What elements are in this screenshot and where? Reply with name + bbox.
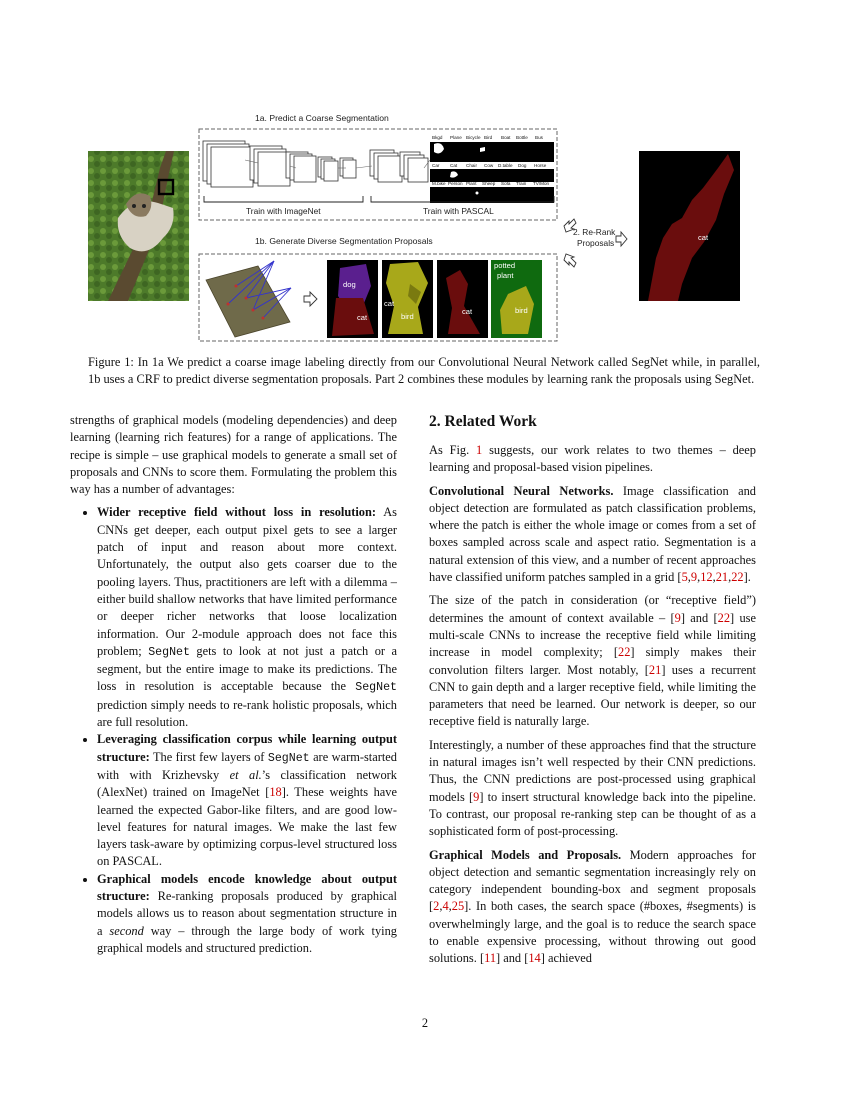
rerank-label-line2: Proposals (577, 238, 615, 248)
citation-link[interactable]: 11 (484, 951, 497, 966)
svg-text:Bird: Bird (484, 135, 493, 140)
class-heatmaps (430, 135, 554, 203)
train-pascal-label: Train with PASCAL (423, 206, 494, 216)
paragraph: As Fig. 1 suggests, our work relates to two themes – deep learning and proposal-based vision pipelines. (429, 443, 756, 475)
citation-link[interactable]: 22 (717, 610, 731, 625)
citation-link[interactable]: 21 (715, 570, 729, 585)
citation-link[interactable]: 25 (451, 899, 465, 914)
svg-text:bird: bird (401, 312, 414, 321)
svg-text:plant: plant (497, 271, 514, 280)
figure-caption: Figure 1: In 1a We predict a coarse image labeling directly from our Convolutional Neural Network called SegNet while, in parallel, 1b uses a CRF to predict diverse segmentation proposals. Part 2 combines these modules by learning rank the proposals using SegNet. (88, 355, 760, 386)
svg-text:Plane: Plane (450, 135, 462, 140)
svg-text:Person: Person (448, 181, 463, 186)
proposal-1 (327, 260, 378, 338)
paragraph: Convolutional Neural Networks. Image classification and object detection are formulated as patch classification problems, where the patch is either the whole image or comes from a set of boxes sampled across scale and aspect ratio. Segmentation is a natural extension of this view, and a number of recent approaches have classified uniform patches sampled in a grid [5,9,12,21,22]. (429, 483, 756, 585)
proposal-2 (382, 260, 433, 338)
svg-text:Cow: Cow (484, 163, 494, 168)
rerank-arrow-bottom-icon (564, 254, 576, 267)
citation-link[interactable]: 14 (528, 951, 541, 966)
svg-text:Bkgd: Bkgd (432, 135, 443, 140)
svg-text:Plant: Plant (466, 181, 477, 186)
svg-text:Cat: Cat (450, 163, 458, 168)
citation-link[interactable]: 22 (731, 570, 744, 585)
svg-text:cat: cat (384, 299, 395, 308)
figure-link[interactable]: 1 (476, 443, 483, 457)
proposal-3 (437, 260, 488, 338)
rerank-label-line1: 2. Re-Rank (573, 227, 616, 237)
svg-text:bird: bird (515, 306, 528, 315)
svg-text:Boat: Boat (501, 135, 511, 140)
advantage-item: • Graphical models encode knowledge about output structure: Re-ranking proposals produced by graphical models allows us to reason about segmentation structure in a second way – through the large body of work tying graphical models and structured prediction. (97, 871, 397, 957)
intro-paragraph: strengths of graphical models (modeling dependencies) and deep learning (learning rich features) for a range of applications. The recipe is simple – use graphical models to generate a small set of proposals and CNNs to score them. Formulating the problem this way has a number of advantages: (70, 413, 397, 497)
label-1a: 1a. Predict a Coarse Segmentation (255, 113, 389, 123)
svg-text:cat: cat (698, 233, 709, 242)
citation-link[interactable]: 18 (269, 785, 282, 800)
svg-text:Bottle: Bottle (516, 135, 528, 140)
left-column (70, 412, 397, 957)
train-imagenet-label: Train with ImageNet (246, 206, 321, 216)
citation-link[interactable]: 12 (700, 570, 713, 585)
final-segmentation (639, 151, 740, 301)
svg-text:TV/Mon: TV/Mon (533, 181, 550, 186)
input-photo (88, 151, 189, 301)
citation-link[interactable]: 21 (648, 662, 662, 677)
svg-text:Car: Car (432, 163, 440, 168)
advantage-item: • Wider receptive field without loss in resolution: As CNNs get deeper, each output pixel gets to see a larger patch of input and reason about more context. Unfortunately, the output also gets coarser due to the pooling layers. Thus, practitioners are left with a dilemma – either build shallow networks that have limited performance or deeper richer networks that loose localization information. Our 2-module approach does not face this problem; SegNet gets to look at not just a patch or a segment, but the entire image to make its predictions. The loss in resolution is acceptable because the SegNet prediction simply needs to re-rank holistic proposals, which are full resolution. (97, 504, 397, 731)
page-number: 2 (421, 1016, 429, 1030)
svg-text:Sofa: Sofa (501, 181, 511, 186)
crf-graph (206, 261, 291, 337)
svg-text:Train: Train (516, 181, 527, 186)
citation-link[interactable]: 4 (442, 899, 449, 914)
citation-link[interactable]: 9 (674, 610, 681, 625)
citation-link[interactable]: 5 (681, 570, 688, 585)
right-column (429, 412, 756, 974)
svg-text:Dog: Dog (518, 163, 527, 168)
arrow-right-icon (304, 292, 317, 306)
citation-link[interactable]: 2 (433, 899, 440, 914)
paragraph: Graphical Models and Proposals. Modern approaches for object detection and semantic segmentation increasingly rely on category independent bounding-box and segment proposals [2,4,25]. In both cases, the search space (#boxes, #segments) is overwhelmingly large, and the goal is to reduce the search space to enable expensive processing, without throwing out good solutions. [11] and [14] achieved (429, 847, 756, 966)
svg-text:potted: potted (494, 261, 516, 270)
svg-text:Horse: Horse (534, 163, 547, 168)
citation-link[interactable]: 9 (473, 789, 480, 804)
advantage-item: • Leveraging classification corpus while learning output structure: The first few layers of SegNet are warm-started with with Krizhevsky et al.’s classification network (AlexNet) trained on ImageNet [18]. These weights have learned the expected Gabor-like filters, and are good low-level features for natural images. We make the last few layers task-aware by optimizing corpus-level structured loss on PASCAL. (97, 731, 397, 870)
svg-text:Bus: Bus (535, 135, 543, 140)
svg-text:Sheep: Sheep (482, 181, 496, 186)
citation-link[interactable]: 9 (690, 570, 698, 585)
svg-text:cat: cat (462, 307, 473, 316)
svg-text:M.bike: M.bike (432, 181, 446, 186)
paragraph: The size of the patch in consideration (or “receptive field”) determines the amount of context available – [9] and [22] use multi-scale CNNs to increase the receptive field while limiting increase in model complexity; [22] simply makes their convolution filters larger. Most notably, [21] uses a recurrent CNN to gain depth and a larger receptive field, while limiting the parameters that need be learned. Our network is deeper, so our receptive field is naturally large. (429, 593, 757, 729)
paragraph: Interestingly, a number of these approaches find that the structure in natural images isn’t well respected by their CNN predictions. Thus, the CNN predictions are post-processed using graphical models [9] to insert structural knowledge back into the pipeline. To contrast, our proposal re-ranking step can be thought of as a sophisticated form of post-processing. (429, 737, 756, 839)
label-1b: 1b. Generate Diverse Segmentation Proposals (255, 236, 433, 246)
svg-text:D.table: D.table (498, 163, 513, 168)
svg-text:Chair: Chair (466, 163, 477, 168)
svg-text:Bicycle: Bicycle (466, 135, 481, 140)
section-heading: 2. Related Work (429, 413, 537, 430)
cnn-layers (203, 141, 428, 187)
proposal-4 (491, 260, 542, 338)
citation-link[interactable]: 22 (618, 645, 631, 660)
advantages-list (70, 504, 397, 957)
svg-text:cat: cat (357, 313, 368, 322)
svg-text:dog: dog (343, 280, 356, 289)
rerank-arrow-right-icon (616, 232, 627, 246)
figure-1 (88, 108, 760, 348)
